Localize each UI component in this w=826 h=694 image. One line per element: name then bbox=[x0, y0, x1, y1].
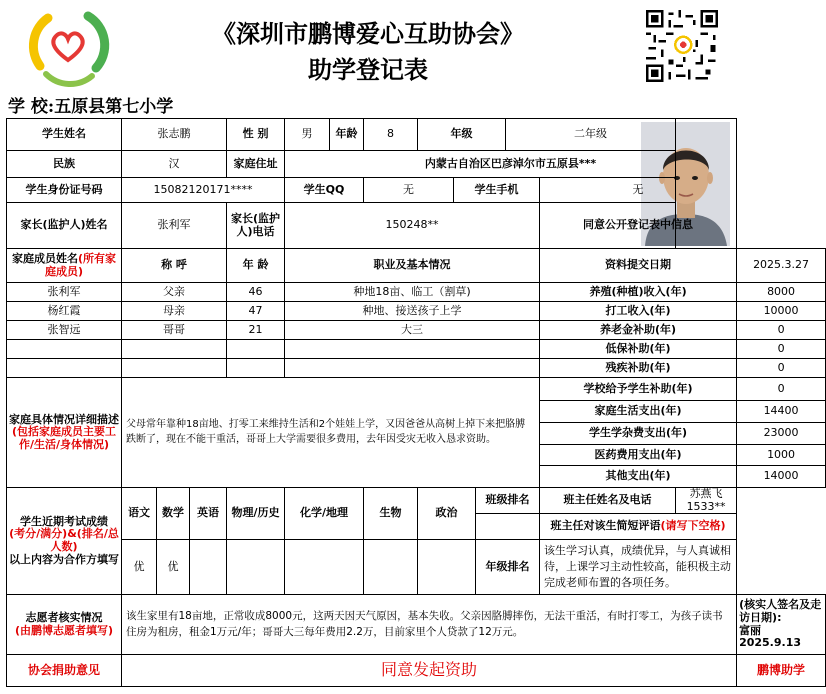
member-name bbox=[7, 340, 122, 359]
table-row bbox=[7, 283, 826, 302]
exam-label: 学生近期考试成绩 (考分/满分)&(排名/总人数) 以上内容为合作方填写 bbox=[7, 488, 122, 595]
member-relation: 父亲 bbox=[122, 283, 227, 302]
finance-label: 学校给予学生补助(年) bbox=[540, 378, 737, 401]
subject-score bbox=[285, 540, 364, 595]
address-label: 家庭住址 bbox=[227, 151, 285, 178]
family-members-label: 家庭成员姓名(所有家庭成员) bbox=[7, 249, 122, 283]
grade-value: 二年级 bbox=[506, 119, 676, 151]
table-row bbox=[7, 378, 826, 401]
form-title: 《深圳市鹏博爱心互助协会》 bbox=[212, 19, 524, 48]
finance-label: 养老金补助(年) bbox=[540, 321, 737, 340]
finance-label: 养殖(种植)收入(年) bbox=[540, 283, 737, 302]
member-job: 种地18亩、临工（割草) bbox=[285, 283, 540, 302]
member-age bbox=[227, 340, 285, 359]
table-row bbox=[7, 151, 826, 178]
member-job bbox=[285, 340, 540, 359]
comment-label: 班主任对该生简短评语(请写下空格) bbox=[540, 514, 737, 540]
subject-header: 数学 bbox=[157, 488, 190, 540]
finance-value: 2025.3.27 bbox=[737, 249, 826, 283]
brand-label: 鹏博助学 bbox=[737, 655, 826, 687]
subject-header: 语文 bbox=[122, 488, 157, 540]
member-age: 21 bbox=[227, 321, 285, 340]
table-row bbox=[7, 655, 826, 687]
member-name bbox=[7, 359, 122, 378]
finance-value: 0 bbox=[737, 321, 826, 340]
subject-score bbox=[418, 540, 476, 595]
grade-rank-label: 年级排名 bbox=[476, 540, 540, 595]
guardian-name-label: 家长(监护人)姓名 bbox=[7, 203, 122, 249]
member-job: 种地、接送孩子上学 bbox=[285, 302, 540, 321]
ethnicity-label: 民族 bbox=[7, 151, 122, 178]
phone-label: 学生手机 bbox=[454, 178, 540, 203]
subject-score bbox=[364, 540, 418, 595]
finance-label: 资料提交日期 bbox=[540, 249, 737, 283]
guardian-name-value: 张利军 bbox=[122, 203, 227, 249]
class-rank-label: 班级排名 bbox=[476, 488, 540, 514]
member-age: 47 bbox=[227, 302, 285, 321]
finance-value: 14400 bbox=[737, 401, 826, 423]
job-header: 职业及基本情况 bbox=[285, 249, 540, 283]
teacher-value: 苏燕飞1533** bbox=[676, 488, 737, 514]
table-row bbox=[7, 249, 826, 283]
finance-value: 14000 bbox=[737, 466, 826, 488]
finance-value: 0 bbox=[737, 340, 826, 359]
finance-label: 医药费用支出(年) bbox=[540, 445, 737, 466]
member-name: 张智远 bbox=[7, 321, 122, 340]
finance-label: 低保补助(年) bbox=[540, 340, 737, 359]
member-name: 张利军 bbox=[7, 283, 122, 302]
volunteer-text: 该生家里有18亩地，正常收成8000元，这两天因天气原因，基本失收。父亲因胳膊摔伤，无法干重活，有时打零工，为孩子读书住房为租房，租金1万元/年；哥哥大三每年费用2.2万，目前家里个人贷款了12万元。 bbox=[122, 595, 737, 655]
gender-value: 男 bbox=[285, 119, 330, 151]
family-situation-label: 家庭具体情况详细描述(包括家庭成员主要工作/生活/身体情况) bbox=[7, 378, 122, 488]
qq-value: 无 bbox=[364, 178, 454, 203]
subject-header: 化学/地理 bbox=[285, 488, 364, 540]
registration-table bbox=[6, 118, 826, 687]
member-age bbox=[227, 359, 285, 378]
guardian-phone-label: 家长(监护人)电话 bbox=[227, 203, 285, 249]
finance-label: 残疾补助(年) bbox=[540, 359, 737, 378]
age-header: 年 龄 bbox=[227, 249, 285, 283]
finance-value: 8000 bbox=[737, 283, 826, 302]
guardian-phone-value: 150248** bbox=[285, 203, 540, 249]
volunteer-label: 志愿者核实情况 (由鹏博志愿者填写) bbox=[7, 595, 122, 655]
table-row bbox=[7, 340, 826, 359]
member-relation: 哥哥 bbox=[122, 321, 227, 340]
school-name: 学 校:五原县第七小学 bbox=[8, 97, 174, 117]
finance-value: 10000 bbox=[737, 302, 826, 321]
qr-code-icon bbox=[646, 10, 718, 82]
table-row bbox=[7, 595, 826, 655]
class-rank-value bbox=[476, 514, 540, 540]
finance-value: 23000 bbox=[737, 423, 826, 445]
member-relation bbox=[122, 359, 227, 378]
subject-header: 生物 bbox=[364, 488, 418, 540]
table-row bbox=[7, 321, 826, 340]
opinion-value: 同意发起资助 bbox=[122, 655, 737, 687]
finance-value: 0 bbox=[737, 378, 826, 401]
table-row bbox=[7, 203, 826, 249]
finance-label: 打工收入(年) bbox=[540, 302, 737, 321]
table-row bbox=[7, 119, 826, 151]
age-label: 年龄 bbox=[330, 119, 364, 151]
table-row bbox=[7, 359, 826, 378]
student-name-label: 学生姓名 bbox=[7, 119, 122, 151]
relation-header: 称 呼 bbox=[122, 249, 227, 283]
subject-score bbox=[190, 540, 227, 595]
member-job: 大三 bbox=[285, 321, 540, 340]
member-name: 杨红霞 bbox=[7, 302, 122, 321]
finance-value: 0 bbox=[737, 359, 826, 378]
finance-label: 学生学杂费支出(年) bbox=[540, 423, 737, 445]
student-name-value: 张志鹏 bbox=[122, 119, 227, 151]
subject-header: 英语 bbox=[190, 488, 227, 540]
form-subtitle: 助学登记表 bbox=[308, 55, 428, 84]
finance-label: 其他支出(年) bbox=[540, 466, 737, 488]
finance-value: 1000 bbox=[737, 445, 826, 466]
ethnicity-value: 汉 bbox=[122, 151, 227, 178]
consent-label: 同意公开登记表中信息 bbox=[540, 203, 737, 249]
table-row bbox=[7, 488, 826, 514]
id-number-label: 学生身份证号码 bbox=[7, 178, 122, 203]
grade-label: 年级 bbox=[418, 119, 506, 151]
phone-value: 无 bbox=[540, 178, 737, 203]
subject-header: 物理/历史 bbox=[227, 488, 285, 540]
qq-label: 学生QQ bbox=[285, 178, 364, 203]
teacher-comment: 该生学习认真，成绩优异，与人真诚相待，上课学习主动性较高，能积极主动完成老师布置的各项任务。 bbox=[540, 540, 737, 595]
verifier-sign: (核实人签名及走访日期): 富丽 2025.9.13 bbox=[737, 595, 826, 655]
id-number-value: 15082120171**** bbox=[122, 178, 285, 203]
subject-score: 优 bbox=[122, 540, 157, 595]
member-job bbox=[285, 359, 540, 378]
family-situation-text: 父母常年靠种18亩地、打零工来维持生活和2个娃娃上学，又因爸爸从高树上掉下来把胳膊跌断了，现在不能干重活，哥哥上大学需要很多费用，去年因受灾无收入恳求资助。 bbox=[122, 378, 540, 488]
subject-header: 政治 bbox=[418, 488, 476, 540]
opinion-label: 协会捐助意见 bbox=[7, 655, 122, 687]
member-relation: 母亲 bbox=[122, 302, 227, 321]
subject-score: 优 bbox=[157, 540, 190, 595]
subject-score bbox=[227, 540, 285, 595]
member-relation bbox=[122, 340, 227, 359]
teacher-label: 班主任姓名及电话 bbox=[540, 488, 676, 514]
table-row bbox=[7, 302, 826, 321]
address-value: 内蒙古自治区巴彦淖尔市五原县*** bbox=[285, 151, 737, 178]
finance-label: 家庭生活支出(年) bbox=[540, 401, 737, 423]
age-value: 8 bbox=[364, 119, 418, 151]
table-row bbox=[7, 178, 826, 203]
member-age: 46 bbox=[227, 283, 285, 302]
gender-label: 性 别 bbox=[227, 119, 285, 151]
table-row bbox=[7, 540, 826, 595]
